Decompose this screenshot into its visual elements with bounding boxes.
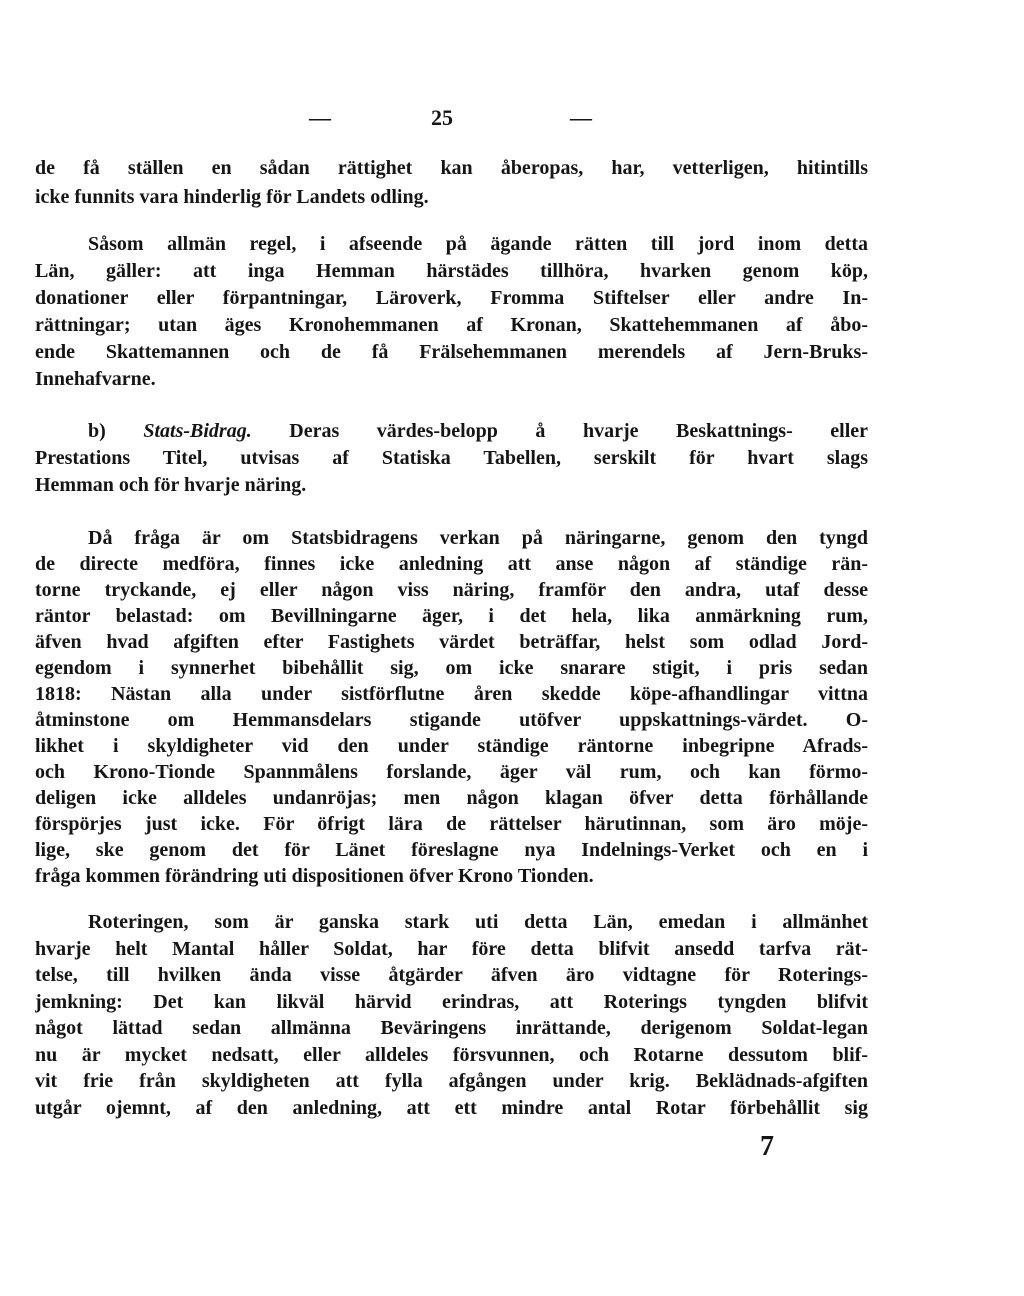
paragraph-state-contributions <box>35 525 868 889</box>
section-title: Stats-Bidrag. <box>143 420 252 442</box>
text-line: torne tryckande, ej eller någon viss näring, framför den andra, utaf desse <box>35 579 868 601</box>
text-line: räntor belastad: om Bevillningarne äger, i det hela, lika anmärkning rum, <box>35 605 868 627</box>
text-line: åtminstone om Hemmansdelars stigande utöfver uppskattnings-värdet. O- <box>35 709 868 731</box>
text-line: Såsom allmän regel, i afseende på ägande rätten till jord inom detta <box>88 233 868 255</box>
paragraph-continuation <box>35 154 868 212</box>
section-heading-line <box>35 418 868 445</box>
text-line: nu är mycket nedsatt, eller alldeles försvunnen, och Rotarne dessutom blif- <box>35 1043 868 1066</box>
header-dash-right: — <box>570 105 592 130</box>
header-dash-left: — <box>309 105 331 130</box>
section-heading-rest: Deras värdes-belopp å hvarje Beskattnings- eller <box>289 420 868 442</box>
text-line: donationer eller förpantningar, Läroverk, Fromma Stiftelser eller andre In- <box>35 287 868 309</box>
signature-mark: 7 <box>760 1131 774 1162</box>
text-line: icke funnits vara hinderlig för Landets odling. <box>35 186 429 208</box>
text-line: telse, till hvilken ända visse åtgärder äfven äro vidtagne för Roterings- <box>35 964 868 986</box>
text-line: hvarje helt Mantal håller Soldat, har före detta blifvit ansedd tarfva rät- <box>35 937 868 960</box>
text-line: och Krono-Tionde Spannmålens forslande, äger väl rum, och kan förmo- <box>35 761 868 783</box>
text-line: Hemman och för hvarje näring. <box>35 474 307 496</box>
text-line: 1818: Nästan alla under sistförflutne åren skedde köpe-afhandlingar vittna <box>35 683 868 705</box>
section-marker: b) <box>88 420 106 442</box>
text-line: deligen icke alldeles undanröjas; men någon klagan öfver detta förhållande <box>35 787 868 809</box>
text-line: Län, gäller: att inga Hemman härstädes tillhöra, hvarken genom köp, <box>35 260 868 282</box>
text-line: Då fråga är om Statsbidragens verkan på näringarne, genom den tyngd <box>88 527 868 549</box>
text-line: Roteringen, som är ganska stark uti detta Län, emedan i allmänhet <box>88 911 868 933</box>
text-line: lige, ske genom det för Länet föreslagne nya Indelnings-Verket och en i <box>35 839 868 861</box>
text-line: Prestations Titel, utvisas af Statiska Tabellen, serskilt för hvart slags <box>35 447 868 469</box>
text-line: förspörjes just icke. För öfrigt lära de rättelser härutinnan, som äro möje- <box>35 813 868 835</box>
text-line: utgår ojemnt, af den anledning, att ett mindre antal Rotar förbehållit sig <box>35 1096 868 1119</box>
text-line: Innehafvarne. <box>35 368 156 390</box>
text-line: vit frie från skyldigheten att fylla afgången under krig. Beklädnads-afgiften <box>35 1070 868 1092</box>
text-line: rättningar; utan äges Kronohemmanen af Kronan, Skattehemmanen af åbo- <box>35 314 868 336</box>
text-line: de få ställen en sådan rättighet kan åberopas, har, vetterligen, hitintills <box>35 157 868 179</box>
page-number: 25 <box>431 105 453 130</box>
section-b-paragraph <box>35 418 868 499</box>
text-line: något lättad sedan allmänna Beväringens inrättande, derigenom Soldat-legan <box>35 1017 868 1039</box>
text-line: äfven hvad afgiften efter Fastighets värdet beträffar, helst som odlad Jord- <box>35 631 868 653</box>
text-line: fråga kommen förändring uti dispositionen öfver Krono Tionden. <box>35 865 594 887</box>
text-line: egendom i synnerhet bibehållit sig, om icke snarare stigit, i pris sedan <box>35 657 868 679</box>
paragraph-rotering <box>35 909 868 1121</box>
paragraph-general-rule <box>35 231 868 393</box>
text-line: likhet i skyldigheter vid den under ständige räntorne inbegripne Afrads- <box>35 735 868 757</box>
text-line: de directe medföra, finnes icke anledning att anse någon af ständige rän- <box>35 553 868 575</box>
text-line: jemkning: Det kan likväl härvid erindras, att Roterings tyngden blifvit <box>35 990 868 1013</box>
text-line: ende Skattemannen och de få Frälsehemmanen merendels af Jern-Bruks- <box>35 341 868 363</box>
